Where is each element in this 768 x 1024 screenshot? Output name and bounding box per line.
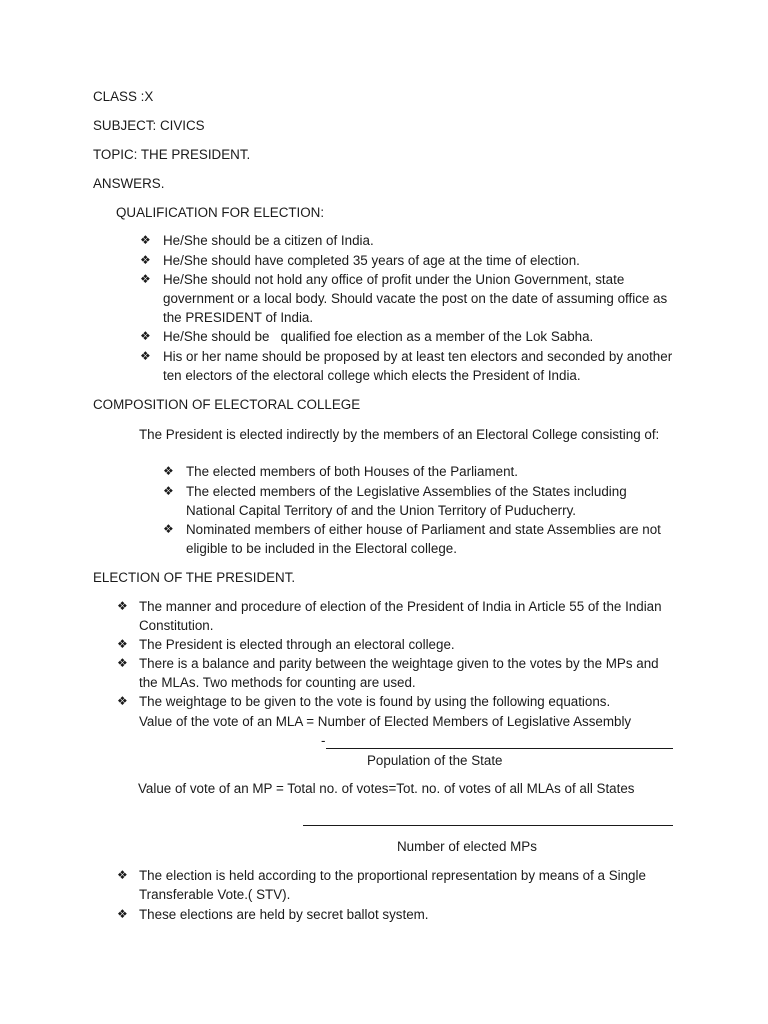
bullet-icon: ❖ <box>117 599 128 613</box>
bullet-icon: ❖ <box>163 464 174 478</box>
election-final-item: These elections are held by secret ballot system. <box>139 907 429 922</box>
election-item: The weightage to be given to the vote is found by using the following equations. <box>139 694 611 709</box>
topic-line: TOPIC: THE PRESIDENT. <box>93 147 251 162</box>
bullet-icon: ❖ <box>140 349 151 363</box>
bullet-icon: ❖ <box>117 907 128 921</box>
election-final-item: The election is held according to the proportional representation by means of a Single Transferable Vote.( STV). <box>139 868 646 903</box>
composition-item: Nominated members of either house of Parliament and state Assemblies are not eligible to be included in the Electoral college. <box>186 522 661 557</box>
subject-line: SUBJECT: CIVICS <box>93 118 205 133</box>
election-item: The President is elected through an electoral college. <box>139 637 455 652</box>
bullet-icon: ❖ <box>117 637 128 651</box>
election-heading: ELECTION OF THE PRESIDENT. <box>93 570 296 585</box>
election-item: The manner and procedure of election of the President of India in Article 55 of the Indian Constitution. <box>139 599 662 634</box>
composition-heading: COMPOSITION OF ELECTORAL COLLEGE <box>93 397 361 412</box>
bullet-icon: ❖ <box>163 484 174 498</box>
answers-line: ANSWERS. <box>93 176 165 191</box>
qualification-item: His or her name should be proposed by at least ten electors and seconded by another ten electors of the electoral college which elects the President of India. <box>163 349 673 384</box>
bullet-icon: ❖ <box>140 329 151 343</box>
composition-item: The elected members of both Houses of the Parliament. <box>186 464 518 479</box>
mp-fraction-line <box>303 825 673 826</box>
composition-item: The elected members of the Legislative Assemblies of the States including National Capital Territory of and the Union Territory of Puducherry. <box>186 484 627 519</box>
mla-fraction-line <box>326 748 673 749</box>
bullet-icon: ❖ <box>140 253 151 267</box>
mp-denominator: Number of elected MPs <box>397 839 537 854</box>
qualification-item: He/She should be a citizen of India. <box>163 233 374 248</box>
bullet-icon: ❖ <box>140 272 151 286</box>
class-line: CLASS :X <box>93 89 154 104</box>
qualification-item: He/She should not hold any office of profit under the Union Government, state government or a local body. Should vacate the post on the date of assuming office as the PRESIDENT of India. <box>163 272 668 326</box>
mla-denominator: Population of the State <box>367 753 503 768</box>
bullet-icon: ❖ <box>163 522 174 536</box>
qualification-item: He/She should have completed 35 years of age at the time of election. <box>163 253 580 268</box>
bullet-icon: ❖ <box>117 868 128 882</box>
composition-intro: The President is elected indirectly by the members of an Electoral College consisting of: <box>139 427 660 442</box>
bullet-icon: ❖ <box>117 694 128 708</box>
qualification-heading: QUALIFICATION FOR ELECTION: <box>116 205 325 220</box>
bullet-icon: ❖ <box>117 656 128 670</box>
bullet-icon: ❖ <box>140 233 151 247</box>
election-item: There is a balance and parity between the weightage given to the votes by the MPs and the MLAs. Two methods for counting are used. <box>139 656 659 691</box>
mla-formula: Value of the vote of an MLA = Number of Elected Members of Legislative Assembly <box>139 714 632 729</box>
qualification-item: He/She should be qualified foe election as a member of the Lok Sabha. <box>163 329 594 344</box>
mp-formula: Value of vote of an MP = Total no. of votes=Tot. no. of votes of all MLAs of all States <box>138 781 635 796</box>
mla-dash: - <box>321 733 326 748</box>
